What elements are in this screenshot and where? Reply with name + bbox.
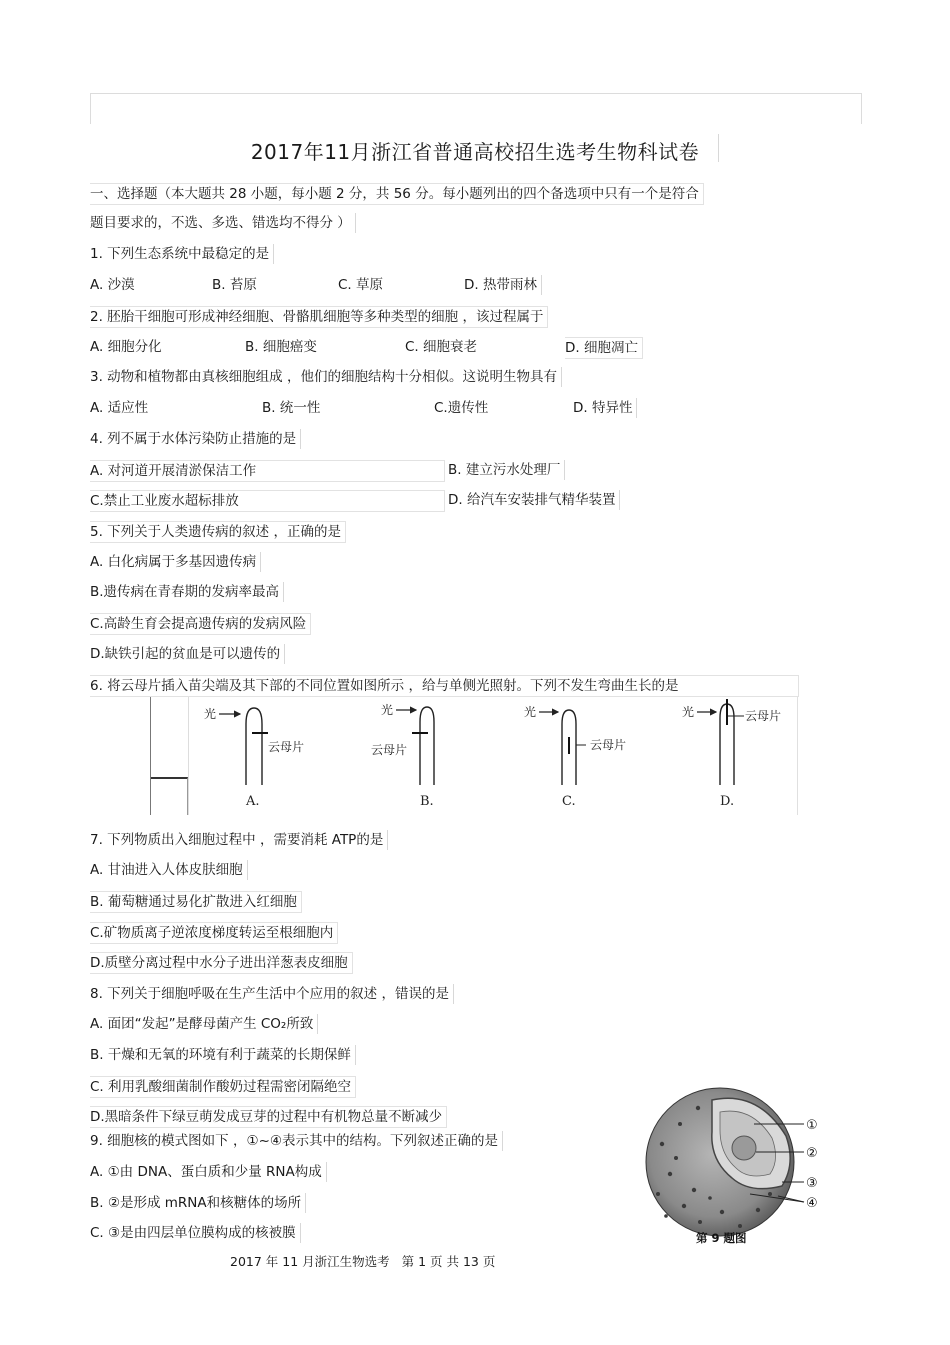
q6-d-mica-label: 云母片	[745, 709, 782, 723]
q5-option-c: C.高龄生育会提高遗传病的发病风险	[90, 613, 311, 635]
q5-stem: 5. 下列关于人类遗传病的叙述 ，正确的是	[90, 521, 346, 543]
q3-option-a: A. 适应性	[90, 400, 149, 416]
q6-a-mica-label: 云母片	[268, 740, 305, 754]
footer-exam-name: 2017 年 11 月浙江生物选考	[230, 1254, 390, 1269]
section-intro-line2: 题目要求的，不选、多选、错选均不得分 ）	[90, 213, 356, 233]
q2-option-d: D. 细胞凋亡	[565, 337, 643, 359]
q7-option-a: A. 甘油进入人体皮肤细胞	[90, 860, 248, 880]
q8-option-d: D.黑暗条件下绿豆萌发成豆芽的过程中有机物总量不断减少	[90, 1106, 447, 1128]
q6-label-c: C.	[562, 794, 576, 809]
q6-c-mica-label: 云母片	[590, 738, 627, 752]
q6-label-a: A.	[246, 794, 260, 809]
q9-option-b: B. ②是形成 mRNA和核糖体的场所	[90, 1193, 306, 1213]
q6-a-light-label: 光	[204, 707, 217, 721]
q6-seedling-figure	[150, 697, 798, 815]
q5-option-b: B.遗传病在青春期的发病率最高	[90, 582, 284, 602]
q9-option-c: C. ③是由四层单位膜构成的核被膜	[90, 1223, 301, 1243]
q4-option-d: D. 给汽车安装排气精华装置	[448, 490, 620, 510]
q6-b-mica-label: 云母片	[371, 743, 408, 757]
q9-option-a: A. ①由 DNA、蛋白质和少量 RNA构成	[90, 1162, 327, 1182]
q2-stem: 2. 胚胎干细胞可形成神经细胞、骨骼肌细胞等多种类型的细胞 ，该过程属于	[90, 306, 548, 328]
q3-stem: 3. 动物和植物都由真核细胞组成 ，他们的细胞结构十分相似。这说明生物具有	[90, 367, 562, 387]
q8-stem: 8. 下列关于细胞呼吸在生产生活中个应用的叙述 ，错误的是	[90, 984, 454, 1004]
q1-option-b: B. 苔原	[212, 277, 257, 293]
q8-option-c: C. 利用乳酸细菌制作酸奶过程需密闭隔绝空	[90, 1076, 356, 1098]
q1-option-d: D. 热带雨林	[464, 275, 542, 295]
q1-stem: 1. 下列生态系统中最稳定的是	[90, 244, 274, 264]
q6-b-coleoptile	[420, 707, 434, 785]
q4-option-a: A. 对河道开展清淤保洁工作	[90, 460, 445, 482]
q9-marker-3: ③	[806, 1176, 818, 1191]
q6-c-light-label: 光	[524, 705, 537, 719]
q1-option-c: C. 草原	[338, 277, 384, 293]
footer-page-number: 第 1 页 共 13 页	[401, 1254, 496, 1269]
q6-label-d: D.	[720, 794, 735, 809]
q4-option-c: C.禁止工业废水超标排放	[90, 490, 445, 512]
q9-figure-caption: 第 9 题图	[696, 1231, 747, 1245]
q1-option-a: A. 沙漠	[90, 277, 135, 293]
q8-option-a: A. 面团“发起”是酵母菌产生 CO₂所致	[90, 1014, 318, 1034]
q6-a-coleoptile	[246, 708, 262, 785]
q5-option-a: A. 白化病属于多基因遗传病	[90, 552, 261, 572]
q9-marker-4: ④	[806, 1196, 818, 1211]
q8-option-b: B. 干燥和无氧的环境有利于蔬菜的长期保鲜	[90, 1045, 356, 1065]
q5-option-d: D.缺铁引起的贫血是可以遗传的	[90, 644, 285, 664]
q2-option-b: B. 细胞癌变	[245, 339, 317, 355]
q7-option-d: D.质壁分离过程中水分子进出洋葱表皮细胞	[90, 952, 353, 974]
q6-seedling-b	[371, 702, 434, 809]
q7-option-b: B. 葡萄糖通过易化扩散进入红细胞	[90, 891, 302, 913]
q2-option-a: A. 细胞分化	[90, 339, 162, 355]
q3-option-c: C.遗传性	[434, 400, 489, 416]
q4-option-b: B. 建立污水处理厂	[448, 460, 565, 480]
section-intro-line1: 一、选择题（本大题共 28 小题，每小题 2 分，共 56 分。每小题列出的四个备选项中只有一个是符合	[90, 183, 704, 205]
q9-nucleolus	[732, 1136, 756, 1160]
q3-option-d: D. 特异性	[573, 398, 637, 418]
q6-b-light-label: 光	[381, 703, 394, 717]
q6-d-light-label: 光	[682, 705, 695, 719]
q6-label-b: B.	[420, 794, 434, 809]
page-header-frame	[90, 93, 862, 124]
q9-nucleus-figure	[640, 1082, 830, 1248]
q7-stem: 7. 下列物质出入细胞过程中 ，需要消耗 ATP的是	[90, 830, 388, 850]
q9-stem: 9. 细胞核的模式图如下 ，①~④表示其中的结构。下列叙述正确的是	[90, 1131, 503, 1151]
q9-marker-1: ①	[806, 1118, 818, 1133]
exam-title: 2017年11月浙江省普通高校招生选考生物科试卷	[250, 140, 700, 164]
q4-stem: 4. 列不属于水体污染防止措施的是	[90, 429, 301, 449]
title-rule	[718, 134, 719, 162]
q6-seedling-a	[204, 706, 304, 809]
q6-stem: 6. 将云母片插入苗尖端及其下部的不同位置如图所示 ，给与单侧光照射。下列不发生弯曲生长的是	[90, 675, 799, 697]
q6-seedling-c	[524, 704, 626, 809]
q6-seedling-d	[682, 699, 781, 809]
q7-option-c: C.矿物质离子逆浓度梯度转运至根细胞内	[90, 922, 338, 944]
q9-marker-2: ②	[806, 1146, 818, 1161]
q3-option-b: B. 统一性	[262, 400, 321, 416]
q2-option-c: C. 细胞衰老	[405, 339, 478, 355]
page-footer	[230, 1252, 503, 1270]
